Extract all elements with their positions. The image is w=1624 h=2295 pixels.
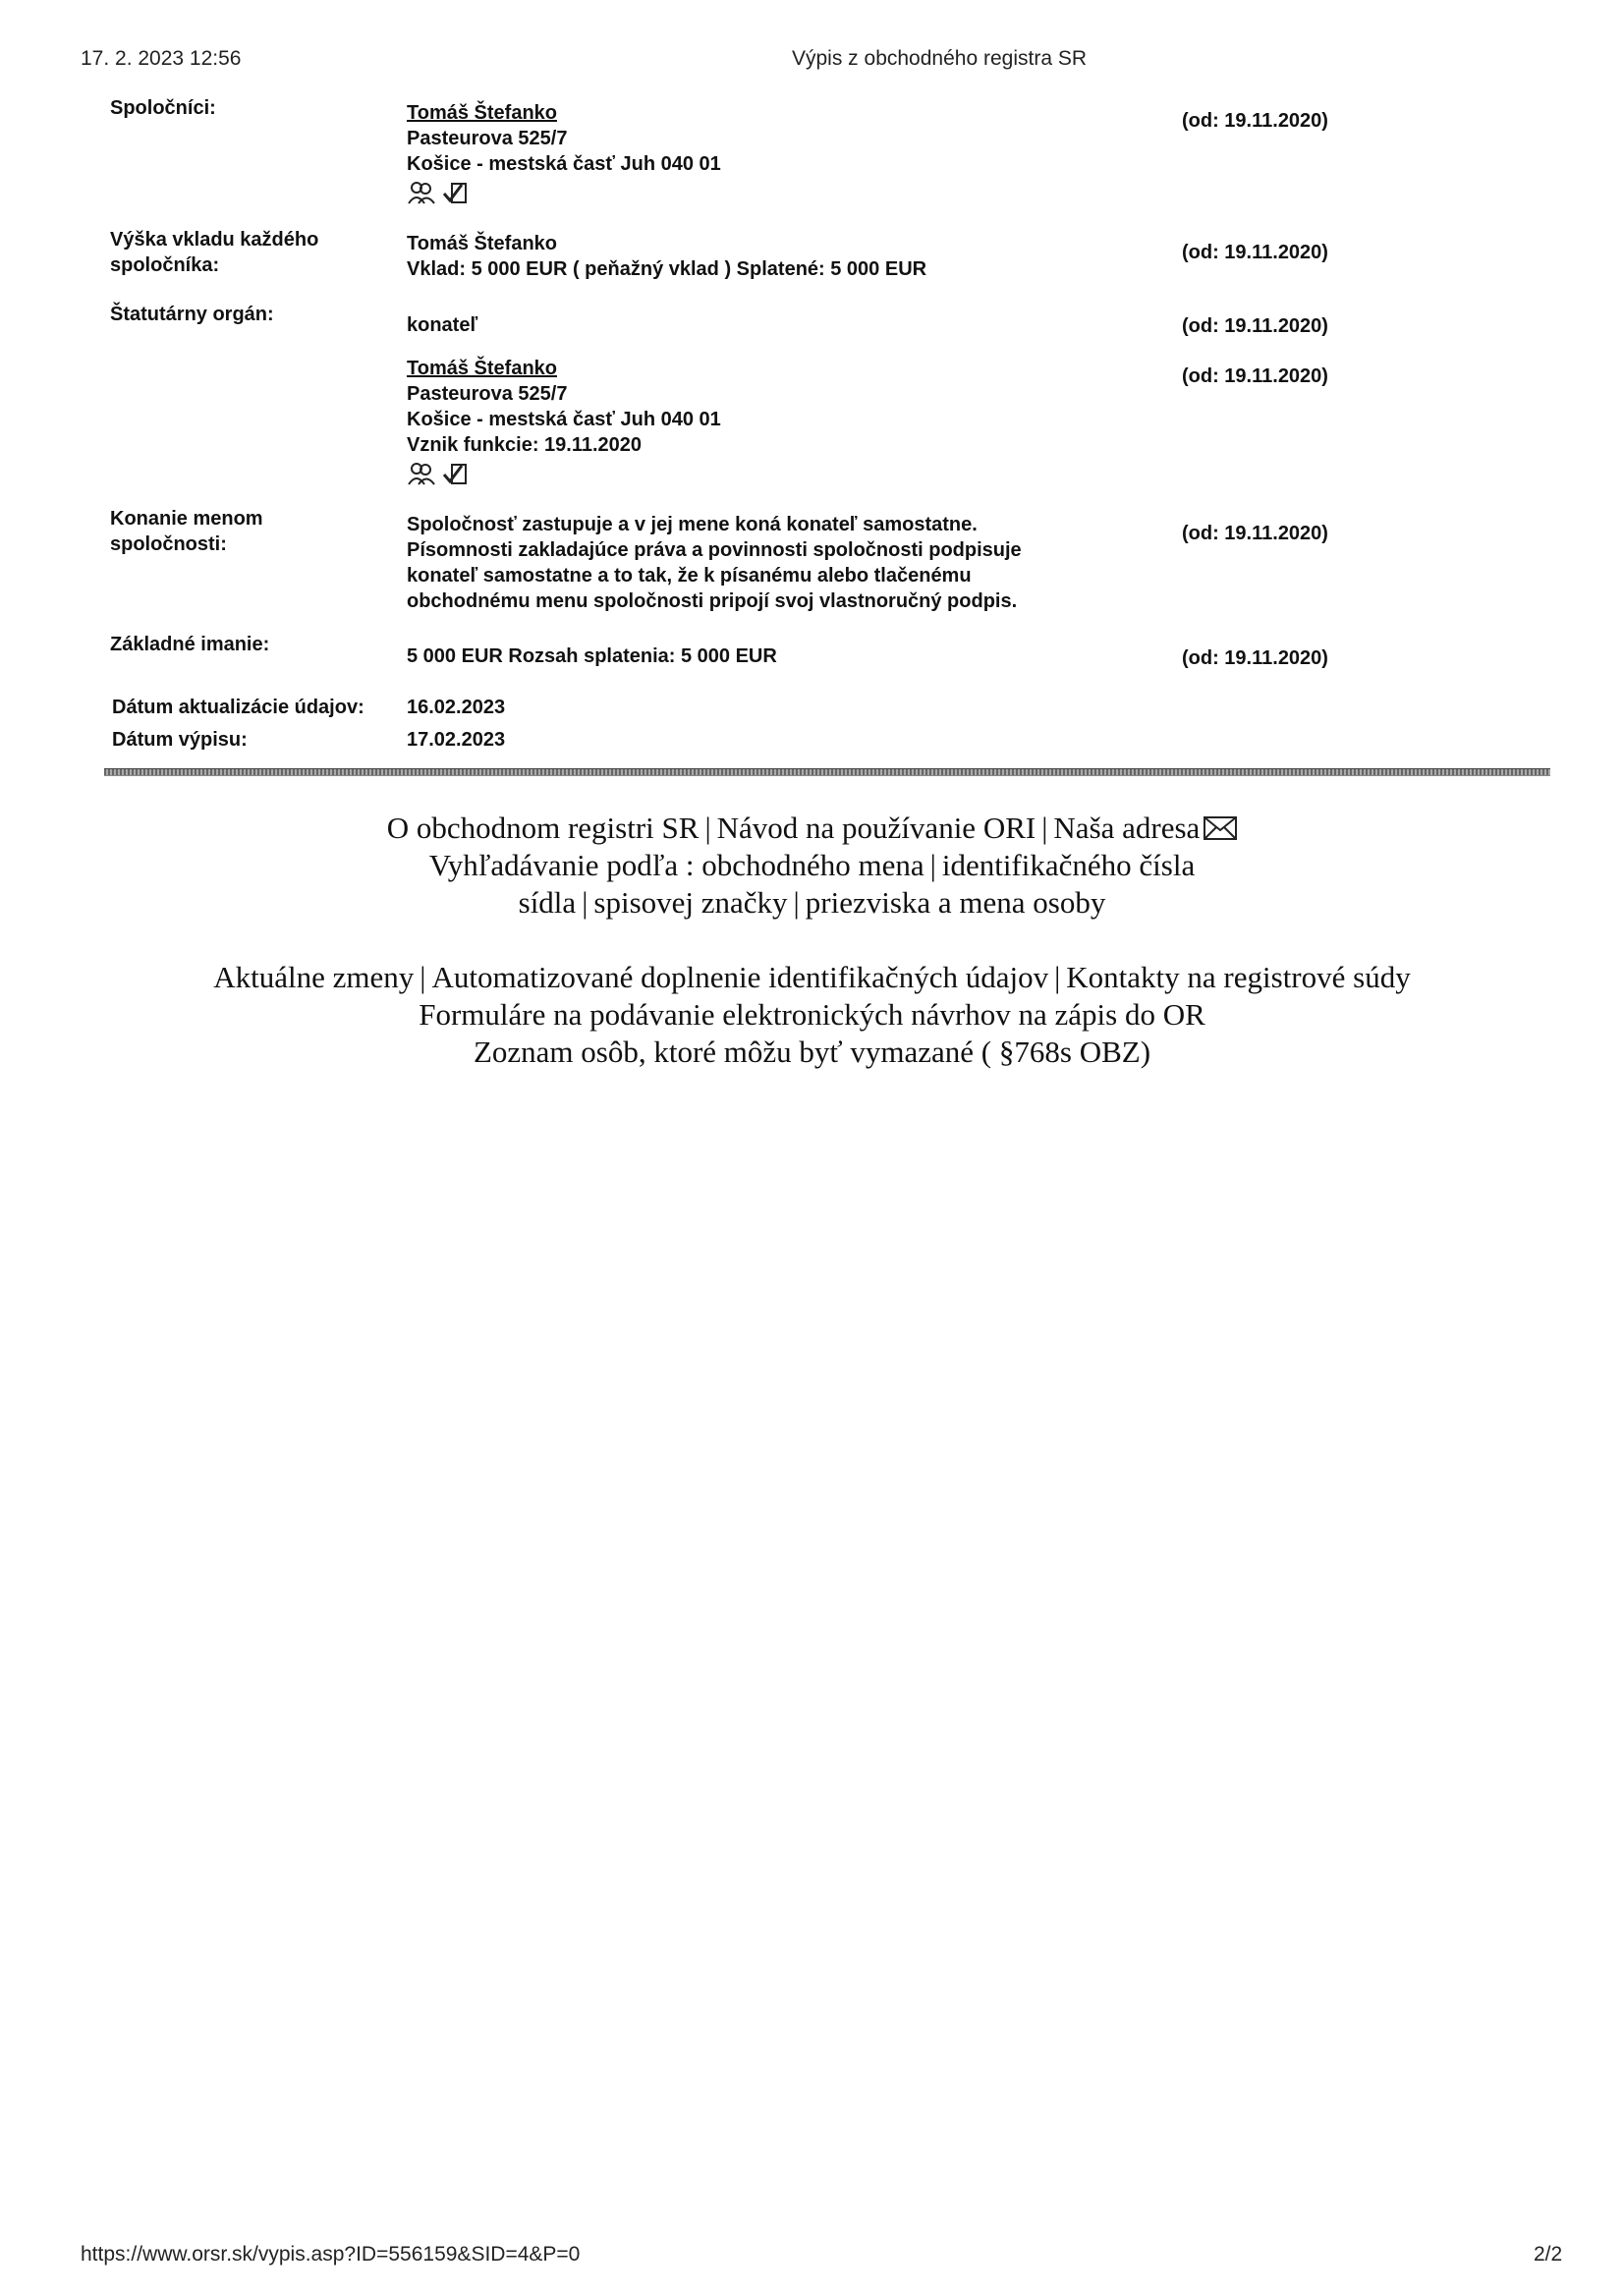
deposit-label-line2: spoločníka: <box>110 254 220 276</box>
capital-since: (od: 19.11.2020) <box>1182 647 1328 669</box>
statutory-since: (od: 19.11.2020) <box>1182 365 1328 387</box>
partner-name-link[interactable]: Tomáš Štefanko <box>407 102 557 124</box>
nav-line-4 <box>0 959 1624 996</box>
people-icon[interactable] <box>407 461 436 486</box>
changes-link[interactable]: Aktuálne zmeny <box>213 960 415 994</box>
capital-label: Základné imanie: <box>110 634 270 655</box>
separator-rule <box>104 768 1550 776</box>
nav-line-5 <box>0 996 1624 1034</box>
address-link[interactable]: Naša adresa <box>1053 811 1201 845</box>
nav-line-1 <box>0 810 1624 847</box>
acting-label <box>110 506 263 557</box>
nav-separator: | <box>582 885 588 920</box>
search-by-name-link[interactable]: obchodného mena <box>701 848 924 882</box>
search-by-person-link[interactable]: priezviska a mena osoby <box>805 885 1106 920</box>
print-datetime: 17. 2. 2023 12:56 <box>81 47 242 70</box>
updated-label: Dátum aktualizácie údajov: <box>112 697 364 718</box>
statutory-entry <box>407 356 721 487</box>
updated-value: 16.02.2023 <box>407 697 506 718</box>
search-prefix: Vyhľadávanie podľa : <box>428 848 695 882</box>
nav-separator: | <box>1054 960 1061 994</box>
nav-separator: | <box>704 811 711 845</box>
search-by-file-link[interactable]: spisovej značky <box>593 885 788 920</box>
statutory-city: Košice - mestská časť Juh 040 01 <box>407 409 721 430</box>
nav-line-3 <box>0 884 1624 922</box>
about-link[interactable]: O obchodnom registri SR <box>386 811 700 845</box>
checkmark-document-icon[interactable] <box>442 180 470 205</box>
statutory-name-link[interactable]: Tomáš Štefanko <box>407 358 557 379</box>
partner-street: Pasteurova 525/7 <box>407 128 568 149</box>
guide-link[interactable]: Návod na používanie ORI <box>716 811 1036 845</box>
deposit-partner-name: Tomáš Štefanko <box>407 233 557 254</box>
delete-list-link[interactable]: Zoznam osôb, ktoré môžu byť vymazané ( §768s OBZ) <box>473 1035 1151 1069</box>
checkmark-document-icon[interactable] <box>442 461 470 486</box>
nav-separator: | <box>1041 811 1048 845</box>
extract-label: Dátum výpisu: <box>112 729 248 751</box>
deposit-amount: Vklad: 5 000 EUR ( peňažný vklad ) Splatené: 5 000 EUR <box>407 258 927 280</box>
partners-label: Spoločníci: <box>110 97 216 119</box>
statutory-role: konateľ <box>407 314 478 336</box>
partner-icons <box>407 179 721 206</box>
search-by-seat-link[interactable]: sídla <box>518 885 577 920</box>
partner-city: Košice - mestská časť Juh 040 01 <box>407 153 721 175</box>
statutory-origin: Vznik funkcie: 19.11.2020 <box>407 434 643 456</box>
deposit-label-line1: Výška vkladu každého <box>110 229 319 251</box>
acting-label-line1: Konanie menom <box>110 508 263 530</box>
acting-line: Písomnosti zakladajúce práva a povinnosti spoločnosti podpisuje <box>407 539 1022 561</box>
acting-label-line2: spoločnosti: <box>110 533 227 555</box>
envelope-icon[interactable] <box>1204 816 1237 840</box>
nav-separator: | <box>929 848 936 882</box>
search-by-ico-link[interactable]: identifikačného čísla <box>941 848 1196 882</box>
auto-fill-link[interactable]: Automatizované doplnenie identifikačných údajov <box>431 960 1049 994</box>
statutory-role-since: (od: 19.11.2020) <box>1182 315 1328 337</box>
extract-value: 17.02.2023 <box>407 729 506 751</box>
forms-link[interactable]: Formuláre na podávanie elektronických návrhov na zápis do OR <box>419 997 1205 1032</box>
people-icon[interactable] <box>407 180 436 205</box>
deposit-label <box>110 227 318 278</box>
deposit-entry <box>407 231 926 282</box>
statutory-street: Pasteurova 525/7 <box>407 383 568 405</box>
document-title: Výpis z obchodného registra SR <box>792 47 1087 70</box>
deposit-since: (od: 19.11.2020) <box>1182 242 1328 263</box>
acting-line: konateľ samostatne a to tak, že k písanému alebo tlačenému <box>407 565 972 587</box>
nav-line-6 <box>0 1034 1624 1071</box>
page-number: 2/2 <box>1534 2243 1563 2266</box>
statutory-icons <box>407 460 721 487</box>
nav-separator: | <box>793 885 800 920</box>
partners-entry <box>407 100 721 206</box>
acting-line: obchodnému menu spoločnosti pripojí svoj vlastnoručný podpis. <box>407 590 1018 612</box>
nav-line-2 <box>0 847 1624 884</box>
nav-separator: | <box>420 960 426 994</box>
courts-link[interactable]: Kontakty na registrové súdy <box>1066 960 1411 994</box>
capital-value: 5 000 EUR Rozsah splatenia: 5 000 EUR <box>407 645 777 667</box>
statutory-label: Štatutárny orgán: <box>110 304 274 325</box>
acting-text <box>407 512 1022 614</box>
acting-since: (od: 19.11.2020) <box>1182 523 1328 544</box>
page-url: https://www.orsr.sk/vypis.asp?ID=556159&SID=4&P=0 <box>81 2243 581 2266</box>
acting-line: Spoločnosť zastupuje a v jej mene koná konateľ samostatne. <box>407 514 978 535</box>
partners-since: (od: 19.11.2020) <box>1182 110 1328 132</box>
